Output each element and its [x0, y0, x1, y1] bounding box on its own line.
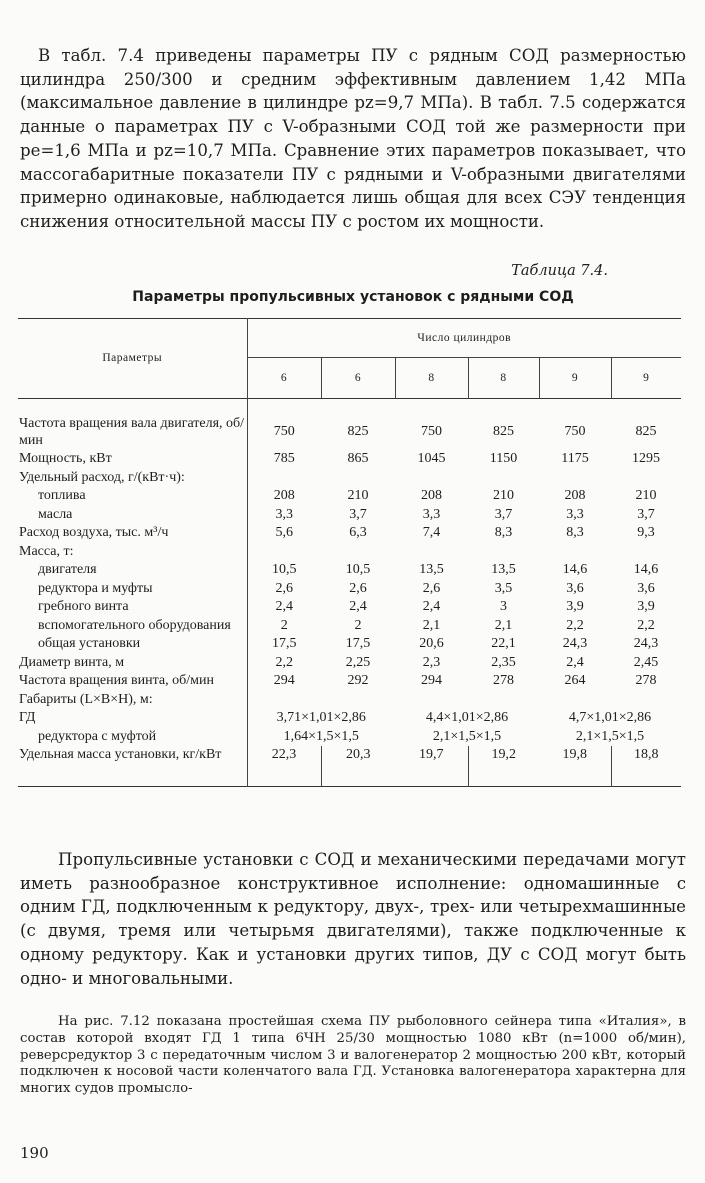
row-label: Габариты (L×B×H), м: [19, 691, 153, 707]
value-cell: 2 [247, 617, 321, 636]
row-label: гребного винта [38, 599, 129, 614]
value-cell: 22,1 [491, 636, 516, 651]
value-cell [395, 543, 468, 562]
dimension-cell: 1,64×1,5×1,5 [247, 728, 395, 747]
value-cell: 2,45 [633, 654, 659, 670]
dimension-cell: 4,7×1,01×2,86 [568, 710, 652, 725]
table-row [18, 543, 681, 562]
table-body [18, 399, 681, 787]
value-cell [247, 469, 321, 488]
value-cell: 3,9 [637, 599, 655, 614]
value-cell: 8,3 [566, 525, 584, 540]
value-cell: 292 [347, 673, 369, 688]
value-cell: 10,5 [345, 562, 371, 577]
row-label: Удельный расход, г/(кВт·ч): [19, 469, 185, 485]
value-cell: 19,7 [419, 747, 444, 762]
value-cell: 3,6 [637, 580, 655, 596]
value-cell: 1045 [417, 451, 446, 466]
empty-cell [611, 691, 681, 710]
value-cell: 2,1 [494, 617, 513, 633]
value-cell: 825 [347, 424, 369, 440]
value-cell: 750 [247, 415, 321, 450]
dimension-cell: 2,1×1,5×1,5 [432, 728, 502, 744]
row-label: Частота вращения вала двигателя, об/мин [19, 416, 245, 448]
value-cell [611, 543, 681, 562]
value-cell: 3 [500, 599, 507, 614]
table-caption: Таблица 7.4. [511, 263, 608, 279]
value-cell: 2,2 [247, 654, 321, 673]
value-cell: 22,3 [247, 746, 321, 786]
value-cell: 2,35 [491, 654, 516, 670]
table-row [18, 691, 681, 710]
row-label: редуктора и муфты [38, 580, 153, 596]
value-cell: 2,6 [247, 580, 321, 599]
value-cell: 3,7 [637, 506, 655, 522]
value-cell: 294 [421, 673, 442, 688]
value-cell: 210 [635, 488, 657, 503]
value-cell: 20,3 [321, 746, 395, 786]
row-label: Мощность, кВт [19, 451, 112, 466]
row-label: ГД [19, 710, 36, 725]
value-cell [468, 543, 539, 562]
table-row [18, 598, 681, 617]
value-cell: 2,2 [637, 617, 655, 633]
value-cell: 210 [493, 488, 514, 503]
value-cell: 1295 [632, 451, 660, 466]
cylinder-count: 6 [321, 358, 395, 399]
row-label: Частота вращения винта, об/мин [19, 673, 214, 688]
table-row [18, 654, 681, 673]
value-cell: 278 [635, 673, 657, 688]
value-cell: 3,7 [349, 506, 367, 522]
value-cell: 3,3 [566, 506, 584, 522]
value-cell: 3,9 [566, 599, 584, 614]
value-cell [539, 543, 611, 562]
value-cell: 208 [564, 488, 586, 503]
value-cell: 2,2 [566, 617, 584, 633]
value-cell: 785 [247, 450, 321, 469]
table-row [18, 561, 681, 580]
value-cell: 19,8 [562, 747, 587, 762]
cylinder-count: 9 [611, 358, 681, 399]
dimension-cell: 4,4×1,01×2,86 [425, 710, 509, 725]
value-cell: 8,3 [494, 525, 513, 540]
group-header: Число цилиндров [247, 319, 681, 358]
row-label: вспомогательного оборудования [38, 617, 231, 633]
value-cell [321, 543, 395, 562]
value-cell: 13,5 [491, 562, 516, 577]
value-cell: 14,6 [633, 562, 659, 577]
value-cell [247, 543, 321, 562]
value-cell [611, 469, 681, 488]
value-cell: 3,6 [566, 580, 584, 596]
param-header: Параметры [102, 352, 163, 365]
table-row [18, 709, 681, 728]
row-label: Удельная масса установки, кг/кВт [19, 747, 222, 762]
value-cell: 2,4 [566, 654, 584, 670]
value-cell: 2,4 [349, 599, 367, 614]
value-cell [321, 469, 395, 488]
value-cell: 825 [493, 424, 514, 440]
table-row [18, 580, 681, 599]
intro-paragraph: В табл. 7.4 приведены параметры ПУ с рядным СОД размерностью цилиндра 250/300 и средним эффективным давлением 1,42 МПа (максимальное давление в цилиндре pz=9,7 МПа). В табл. 7.5 содержатся данные о параметрах ПУ с V-образными СОД той же размерности при pe=1,6 МПа и pz=10,7 МПа. Сравнение этих параметров показывает, что массогабаритные показатели ПУ с рядными и V-образными двигателями примерно одинаковые, наблюдается лишь общая для всех СЭУ тенденция снижения относительной массы ПУ с ростом их мощности. [20, 46, 686, 231]
value-cell [395, 469, 468, 488]
value-cell: 19,2 [468, 746, 539, 786]
parameters-table [18, 318, 681, 787]
table-row [18, 415, 681, 450]
empty-cell [321, 691, 395, 710]
dimension-cell: 2,1×1,5×1,5 [575, 728, 645, 744]
row-label: масла [38, 506, 73, 522]
value-cell: 3,7 [494, 506, 513, 522]
page-number: 190 [20, 1144, 49, 1162]
value-cell: 17,5 [247, 635, 321, 654]
value-cell: 3,3 [422, 506, 441, 522]
value-cell: 210 [347, 488, 369, 503]
value-cell: 10,5 [247, 561, 321, 580]
row-label: редуктора с муфтой [38, 728, 157, 744]
cylinder-count: 6 [247, 358, 321, 399]
table-title: Параметры пропульсивных установок с рядными СОД [132, 289, 574, 305]
value-cell: 2,6 [349, 580, 367, 596]
cylinder-count: 9 [539, 358, 611, 399]
value-cell [468, 469, 539, 488]
row-label: двигателя [38, 562, 97, 577]
value-cell: 24,3 [633, 636, 659, 651]
row-label: Расход воздуха, тыс. м³/ч [19, 525, 169, 540]
empty-cell [468, 691, 539, 710]
table-row [18, 728, 681, 747]
value-cell: 278 [493, 673, 514, 688]
value-cell: 9,3 [637, 525, 655, 540]
row-label: топлива [38, 488, 86, 503]
value-cell: 3,3 [247, 506, 321, 525]
dimension-cell: 3,71×1,01×2,86 [247, 709, 395, 728]
value-cell: 294 [247, 672, 321, 691]
row-label: Диаметр винта, м [19, 654, 125, 670]
value-cell: 7,4 [422, 525, 441, 540]
body-paragraph: Пропульсивные установки с СОД и механическими передачами могут иметь разнообразное конструктивное исполнение: одномашинные с одним ГД, подключенным к редуктору, двух-, трех- или четырехмашинные (с двумя, тремя или четырьмя двигателями), также подключенные к одному редуктору. Как и установки других типов, ДУ с СОД могут быть одно- и многовальными. [20, 850, 686, 988]
table-row [18, 469, 681, 488]
table-row [18, 635, 681, 654]
value-cell: 1175 [561, 451, 589, 466]
table-row [18, 506, 681, 525]
value-cell: 750 [564, 424, 586, 440]
value-cell: 750 [421, 424, 442, 440]
value-cell [539, 469, 611, 488]
value-cell: 2,3 [422, 654, 441, 670]
value-cell: 17,5 [345, 636, 371, 651]
table-row [18, 524, 681, 543]
cylinder-count: 8 [468, 358, 539, 399]
value-cell: 208 [247, 487, 321, 506]
value-cell: 264 [564, 673, 586, 688]
table-row [18, 450, 681, 469]
value-cell: 20,6 [419, 636, 444, 651]
row-label: Масса, т: [19, 543, 74, 559]
value-cell: 2,25 [345, 654, 371, 670]
table-row [18, 617, 681, 636]
value-cell: 5,6 [247, 524, 321, 543]
small-paragraph: На рис. 7.12 показана простейшая схема ПУ рыболовного сейнера типа «Италия», в состав которой входят ГД 1 типа 6ЧН 25/30 мощностью 1080 кВт (n=1000 об/мин), реверсредуктор 3 с передаточным числом 3 и валогенератор 2 мощностью 200 кВт, который подключен к носовой части коленчатого вала ГД. Установка валогенератора характерна для многих судов промысло- [20, 1014, 686, 1097]
value-cell: 208 [421, 488, 442, 503]
value-cell: 2,1 [422, 617, 441, 633]
empty-cell [247, 691, 321, 710]
value-cell: 825 [635, 424, 657, 440]
cylinder-count: 8 [395, 358, 468, 399]
value-cell: 1150 [489, 451, 518, 466]
value-cell: 18,8 [611, 746, 681, 786]
value-cell: 2,6 [422, 580, 441, 596]
table-row [18, 672, 681, 691]
value-cell: 14,6 [562, 562, 588, 577]
value-cell: 3,5 [494, 580, 513, 596]
table-row [18, 487, 681, 506]
value-cell: 13,5 [419, 562, 444, 577]
row-label: общая установки [38, 636, 141, 651]
table-row [18, 746, 681, 786]
value-cell: 865 [347, 451, 369, 466]
value-cell: 2 [354, 617, 362, 633]
empty-cell [395, 691, 468, 710]
empty-cell [539, 691, 611, 710]
value-cell: 6,3 [349, 525, 367, 540]
value-cell: 2,4 [422, 599, 441, 614]
value-cell: 2,4 [247, 598, 321, 617]
value-cell: 24,3 [562, 636, 588, 651]
